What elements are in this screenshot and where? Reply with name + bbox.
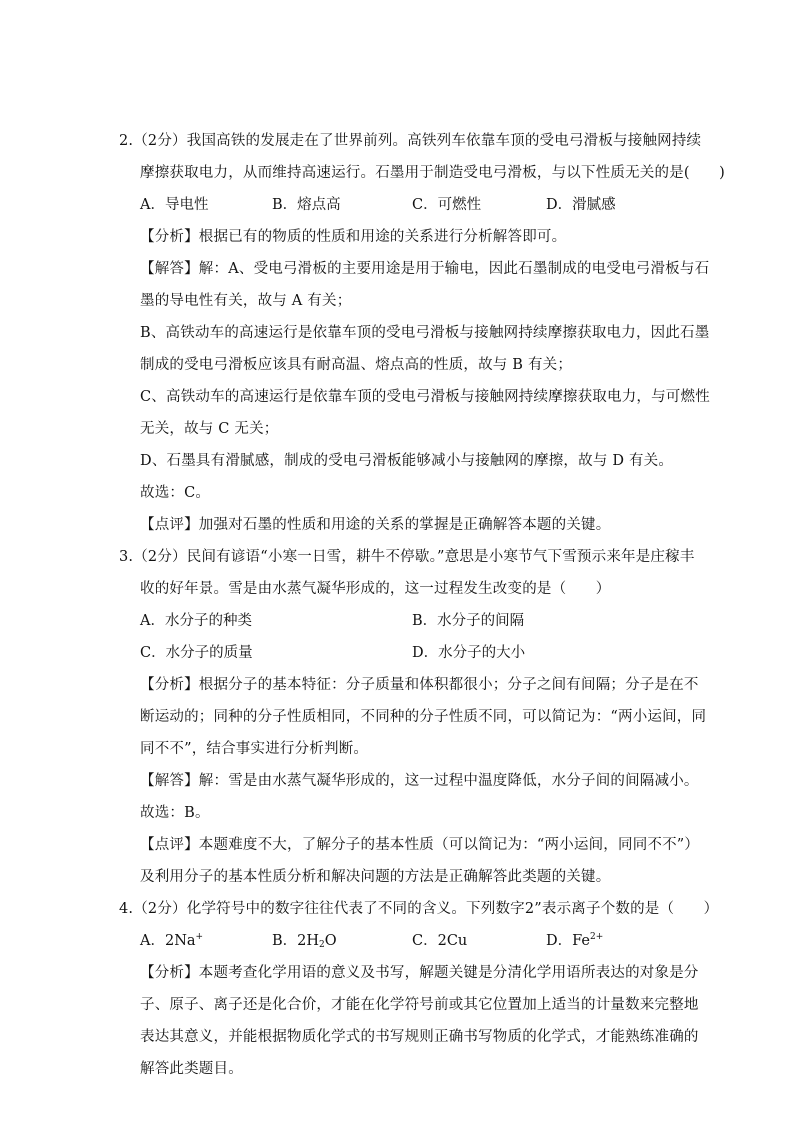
q3-solution: 【解答】解：雪是由水蒸气凝华形成的，这一过程中温度降低，水分子间的间隔减小。: [140, 773, 699, 789]
q4-option-a: [140, 931, 203, 951]
q2-analysis: 【分析】根据已有的物质的性质和用途的关系进行分析解答即可。: [140, 229, 567, 245]
q4-option-d: [546, 931, 603, 951]
q4-analysis-line1: 【分析】本题考查化学用语的意义及书写，解题关键是分清化学用语所表达的对象是分: [140, 965, 699, 981]
q2-solution-line2: 墨的导电性有关，故与 A 有关；: [140, 293, 352, 309]
q2-answer: 故选：C。: [140, 485, 211, 501]
q4-option-d-charge: 2+: [589, 932, 604, 942]
q2-solution-line7: D、石墨具有滑腻感，制成的受电弓滑板能够减小与接触网的摩擦，故与 D 有关。: [140, 453, 674, 469]
q4-option-b-subscript: 2: [319, 940, 325, 950]
q3-analysis-line1: 【分析】根据分子的基本特征：分子质量和体积都很小；分子之间有间隔；分子是在不: [140, 677, 699, 693]
q2-option-d: D．滑腻感: [546, 197, 616, 213]
q3-answer: 故选：B。: [140, 805, 210, 821]
q4-option-b: [272, 931, 337, 951]
q3-comment-line1: 【点评】本题难度不大，了解分子的基本性质（可以简记为：“两小运间，同同不不”）: [140, 837, 700, 853]
q4-option-a-charge: +: [195, 932, 204, 942]
q2-solution-line5: C、高铁动车的高速运行是依靠车顶的受电弓滑板与接触网持续摩擦获取电力，与可燃性: [140, 389, 710, 405]
q2-option-b: B．熔点高: [272, 197, 341, 213]
q2-solution-line3: B、高铁动车的高速运行是依靠车顶的受电弓滑板与接触网持续摩擦获取电力，因此石墨: [140, 325, 710, 341]
q3-option-b: B．水分子的间隔: [412, 613, 525, 629]
q4-option-d-text: D．Fe: [546, 933, 590, 949]
q2-stem-line2: 摩擦获取电力，从而维持高速运行。石墨用于制造受电弓滑板，与以下性质无关的是( ): [140, 165, 726, 181]
q2-stem-line1: 2.（2分）我国高铁的发展走在了世界前列。高铁列车依靠车顶的受电弓滑板与接触网持续: [119, 133, 702, 149]
q2-comment: 【点评】加强对石墨的性质和用途的关系的掌握是正确解答本题的关键。: [140, 517, 611, 533]
q3-option-c: C．水分子的质量: [140, 645, 253, 661]
q3-stem-line1: 3.（2分）民间有谚语“小寒一日雪，耕牛不停歇。”意思是小寒节气下雪预示来年是庄稼丰: [119, 549, 695, 565]
q4-analysis-line2: 子、原子、离子还是化合价，才能在化学符号前或其它位置加上适当的计量数来完整地: [140, 997, 699, 1013]
q2-option-c: C．可燃性: [412, 197, 482, 213]
q3-analysis-line2: 断运动的；同种的分子性质相同，不同种的分子性质不同，可以简记为：“两小运间，同: [140, 709, 707, 725]
q4-analysis-line4: 解答此类题目。: [140, 1061, 243, 1077]
q4-stem-line1: 4.（2分）化学符号中的数字往往代表了不同的含义。下列数字2”表示离子个数的是（ ）: [119, 901, 719, 917]
q2-solution-line6: 无关，故与 C 无关；: [140, 421, 279, 437]
q4-option-b-suffix: O: [324, 933, 337, 949]
q4-analysis-line3: 表达其意义，并能根据物质化学式的书写规则正确书写物质的化学式，才能熟练准确的: [140, 1029, 699, 1045]
q3-option-a: A．水分子的种类: [140, 613, 252, 629]
q3-comment-line2: 及利用分子的基本性质分析和解决问题的方法是正确解答此类题的关键。: [140, 869, 611, 885]
q4-option-a-text: A．2Na: [140, 933, 196, 949]
q4-option-c: C．2Cu: [412, 933, 468, 949]
q2-option-a: A．导电性: [140, 197, 209, 213]
q2-solution-line4: 制成的受电弓滑板应该具有耐高温、熔点高的性质，故与 B 有关；: [140, 357, 573, 373]
q4-option-b-text: B．2H: [272, 933, 320, 949]
q2-solution-line1: 【解答】解：A、受电弓滑板的主要用途是用于输电，因此石墨制成的电受电弓滑板与石: [140, 261, 710, 277]
q3-analysis-line3: 同不不”，结合事实进行分析判断。: [140, 741, 369, 757]
q3-stem-line2: 收的好年景。雪是由水蒸气凝华形成的，这一过程发生改变的是（ ）: [140, 581, 611, 597]
q3-option-d: D．水分子的大小: [412, 645, 526, 661]
